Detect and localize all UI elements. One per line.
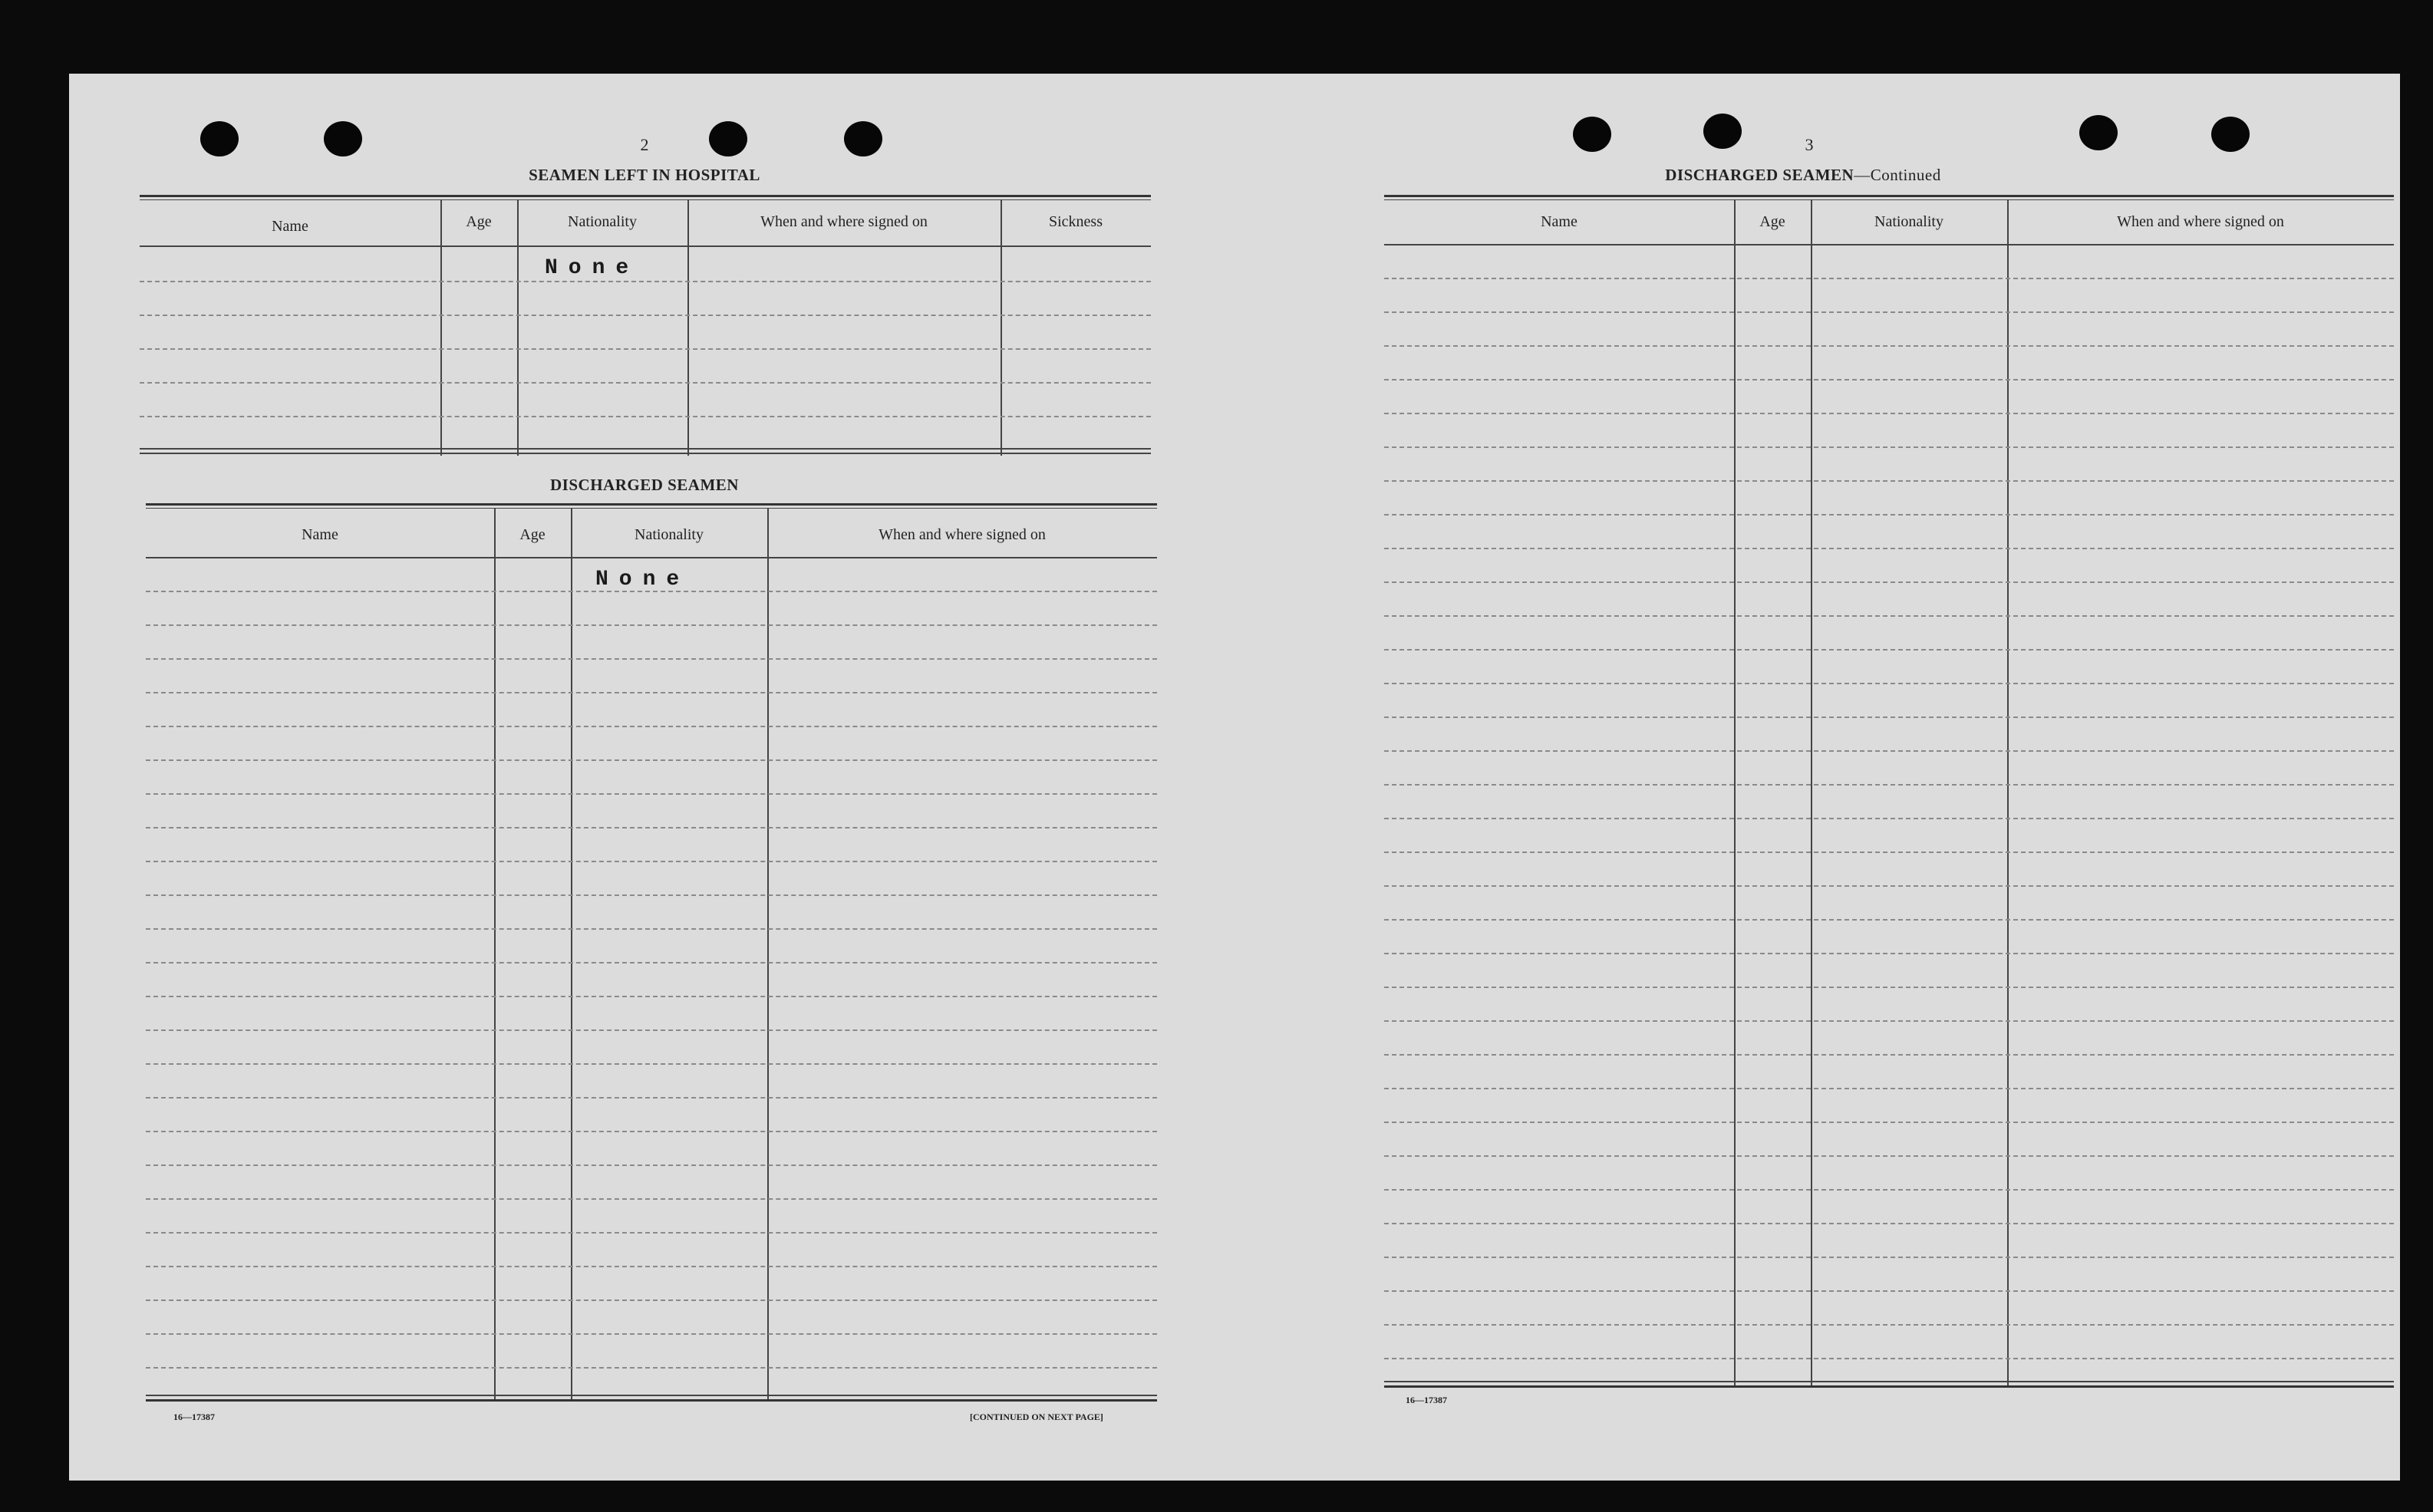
table-row — [146, 1097, 1157, 1099]
col-header-nationality: Nationality — [1874, 213, 1943, 230]
page-number: 2 — [640, 135, 649, 154]
table-row — [140, 281, 1151, 282]
col-header-nationality: Nationality — [635, 526, 704, 543]
table-row — [1384, 1020, 2394, 1022]
table-row — [1384, 1290, 2394, 1292]
table-row — [1384, 649, 2394, 651]
right-page — [1235, 74, 2400, 1481]
table-row — [146, 658, 1157, 660]
table-row — [1384, 1223, 2394, 1224]
left-page — [69, 74, 1235, 1481]
table-row — [1384, 413, 2394, 414]
col-header-age: Age — [519, 526, 546, 543]
col-header-sickness: Sickness — [1049, 213, 1103, 230]
table-row — [146, 1333, 1157, 1335]
table-row — [1384, 514, 2394, 516]
col-header-name: Name — [272, 218, 308, 235]
table-row — [146, 692, 1157, 693]
hospital-section-title: SEAMEN LEFT IN HOSPITAL — [529, 166, 760, 184]
table-row — [146, 996, 1157, 997]
col-header-name: Name — [1541, 213, 1577, 230]
table-row — [146, 1164, 1157, 1166]
table-row — [1384, 345, 2394, 347]
table-row — [146, 928, 1157, 930]
table-row — [146, 793, 1157, 795]
col-header-signed-on: When and where signed on — [2117, 213, 2284, 230]
table-row — [1384, 852, 2394, 853]
continued-note: [CONTINUED ON NEXT PAGE] — [970, 1412, 1103, 1422]
table-row — [146, 827, 1157, 828]
discharged-section-title: DISCHARGED SEAMEN — [550, 476, 739, 494]
table-row — [1384, 379, 2394, 380]
table-row — [146, 759, 1157, 761]
table-row — [146, 726, 1157, 727]
page-number: 3 — [1805, 135, 1814, 154]
table-row — [1384, 919, 2394, 921]
table-row — [146, 1367, 1157, 1369]
col-header-age: Age — [466, 213, 492, 230]
table-row — [1384, 818, 2394, 819]
discharged-continued-title — [1527, 166, 2079, 185]
discharged-continued-table — [1384, 195, 2394, 1387]
table-row — [146, 1232, 1157, 1234]
col-header-nationality: Nationality — [568, 213, 637, 230]
table-row — [1384, 716, 2394, 718]
col-header-age: Age — [1759, 213, 1785, 230]
table-row — [1384, 548, 2394, 549]
table-row — [1384, 750, 2394, 752]
table-row — [1384, 1324, 2394, 1326]
table-row — [1384, 278, 2394, 279]
table-row — [1384, 1358, 2394, 1359]
table-row — [1384, 1088, 2394, 1089]
table-row — [1384, 784, 2394, 786]
table-row — [146, 894, 1157, 896]
hospital-table — [140, 195, 1151, 456]
discharged-entry-none: None — [595, 568, 691, 591]
table-row — [1384, 987, 2394, 988]
table-row — [146, 1131, 1157, 1132]
table-row — [146, 624, 1157, 626]
col-header-name: Name — [302, 526, 338, 543]
table-row — [1384, 683, 2394, 684]
title-main: DISCHARGED SEAMEN — [1665, 166, 1854, 184]
table-row — [146, 962, 1157, 964]
table-row — [146, 1198, 1157, 1200]
table-row — [146, 1029, 1157, 1031]
table-row — [146, 1266, 1157, 1267]
hospital-entry-none: None — [545, 256, 640, 280]
table-row — [1384, 885, 2394, 887]
table-row — [1384, 446, 2394, 448]
col-header-signed-on: When and where signed on — [760, 213, 928, 230]
table-row — [146, 1300, 1157, 1301]
form-number: 16—17387 — [1406, 1395, 1447, 1405]
table-row — [146, 861, 1157, 862]
table-row — [1384, 1155, 2394, 1157]
table-row — [1384, 581, 2394, 583]
table-row — [1384, 1257, 2394, 1258]
table-row — [1384, 480, 2394, 482]
discharged-table — [146, 503, 1157, 1401]
table-row — [1384, 1189, 2394, 1191]
table-row — [140, 348, 1151, 350]
table-row — [1384, 1054, 2394, 1056]
table-row — [140, 416, 1151, 417]
col-header-signed-on: When and where signed on — [879, 526, 1046, 543]
form-sheet — [69, 74, 2400, 1481]
form-number: 16—17387 — [173, 1412, 215, 1422]
table-row — [140, 315, 1151, 316]
table-row — [1384, 953, 2394, 954]
table-row — [146, 1063, 1157, 1065]
table-row — [1384, 311, 2394, 313]
table-row — [1384, 1122, 2394, 1123]
title-suffix: —Continued — [1854, 166, 1941, 184]
table-row — [1384, 615, 2394, 617]
table-row — [140, 382, 1151, 384]
